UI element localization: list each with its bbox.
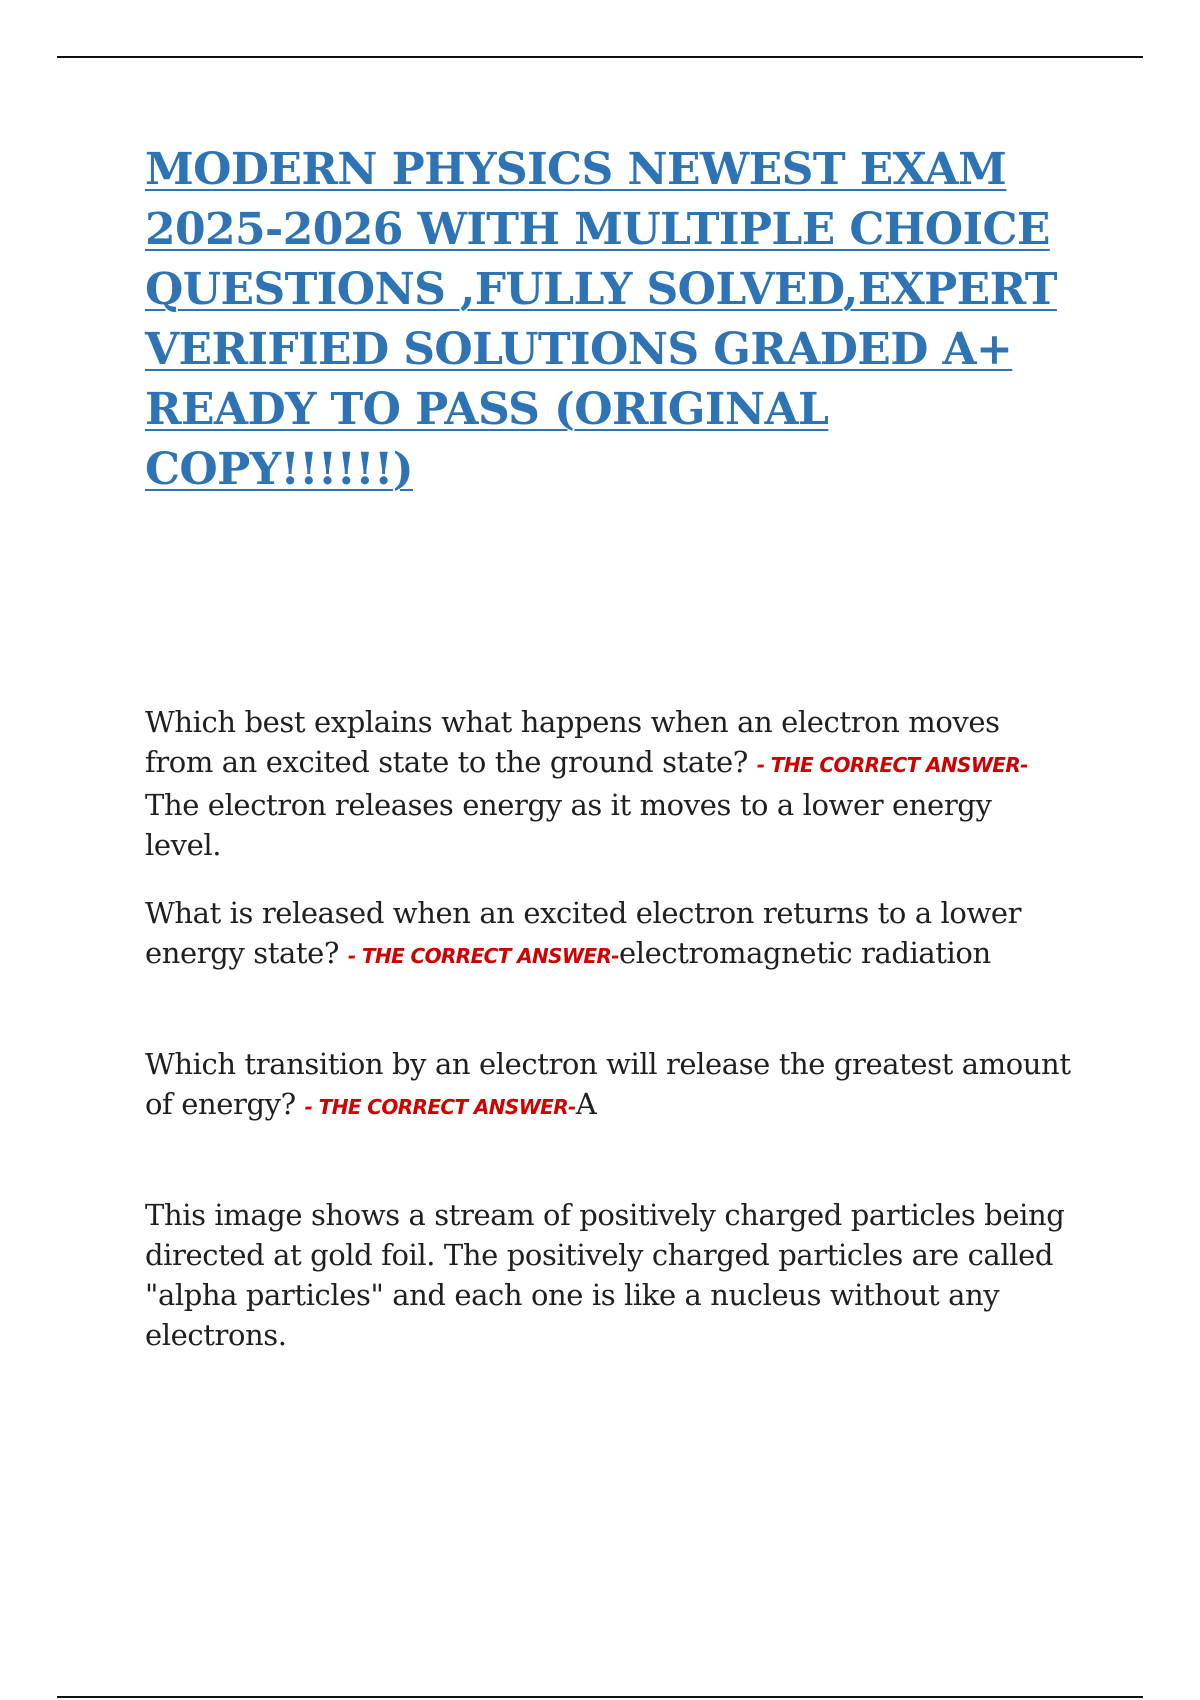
answer-text: A [575,1087,597,1121]
paragraph-text: This image shows a stream of positively charged particles being directed at gold foil. The positively charged particles are called "alpha particles" and each one is like a nucleus without any electrons. [145,1198,1065,1352]
correct-answer-marker: - THE CORRECT ANSWER- [756,753,1028,777]
correct-answer-marker: - THE CORRECT ANSWER- [304,1095,576,1119]
qa-item-4 [145,1195,1075,1355]
qa-item-3 [145,1044,1075,1127]
question-text: Which best explains what happens when an electron moves from an excited state to the ground state? [145,705,1000,779]
question-text: What is released when an excited electron returns to a lower energy state? [145,896,1022,970]
document-title: MODERN PHYSICS NEWEST EXAM 2025-2026 WITH MULTIPLE CHOICE QUESTIONS ,FULLY SOLVED,EXPERT VERIFIED SOLUTIONS GRADED A+ READY TO PASS (ORIGINAL COPY!!!!!!) [145,144,1057,495]
top-rule [57,56,1143,58]
correct-answer-marker: - THE CORRECT ANSWER- [347,944,619,968]
qa-item-2 [145,893,1075,976]
answer-text: The electron releases energy as it moves to a lower energy level. [145,788,992,862]
bottom-rule [57,1696,1143,1698]
question-text: Which transition by an electron will release the greatest amount of energy? [145,1047,1071,1121]
qa-item-1 [145,702,1075,865]
answer-text: electromagnetic radiation [618,936,991,970]
